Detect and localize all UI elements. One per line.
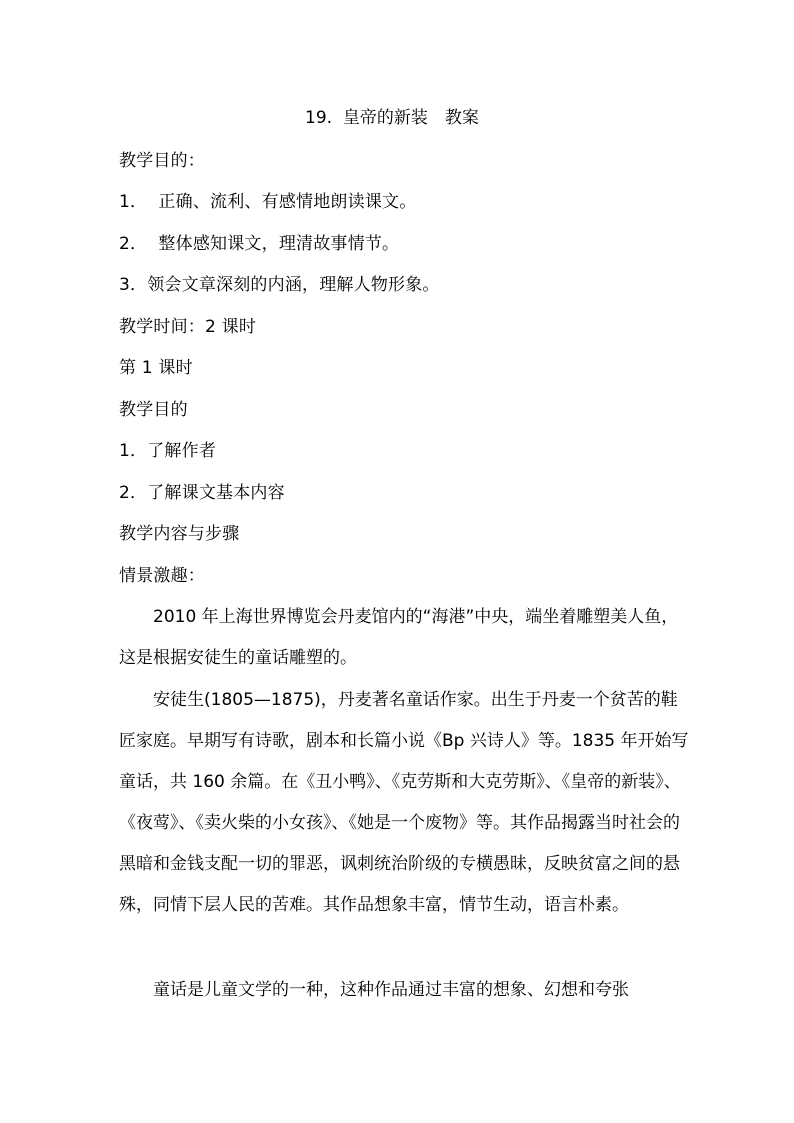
document-title: 19. 皇帝的新装 教案 <box>305 108 479 128</box>
paragraph-andersen-bio: 安徒生(1805—1875)，丹麦著名童话作家。出生于丹麦一个贫苦的鞋匠家庭。早期写有诗歌，剧本和长篇小说《Bp 兴诗人》等。1835 年开始写童话，共 160 余篇。在《丑小鸭》、《克劳斯和大克劳斯》、《皇帝的新装》、《夜莺》、《卖火柴的小女孩》、《她是一个废物》等。其作品揭露当时社会的黑暗和金钱支配一切的罪恶，讽刺统治阶级的专横愚昧，反映贫富之间的悬殊，同情下层人民的苦难。其作品想象丰富，情节生动，语言朴素。 <box>119 690 689 915</box>
objective-item-2: 2． 整体感知课文，理清故事情节。 <box>119 234 400 254</box>
teaching-objectives-heading: 教学目的： <box>119 151 205 171</box>
lesson-heading: 第 1 课时 <box>119 358 193 378</box>
lesson-objectives-heading: 教学目的 <box>119 400 188 420</box>
lesson-objective-item-2: 2．了解课文基本内容 <box>119 483 285 503</box>
content-steps-heading: 教学内容与步骤 <box>119 524 240 544</box>
scenario-heading: 情景激趣： <box>119 566 205 586</box>
paragraph-fairy-tale: 童话是儿童文学的一种，这种作品通过丰富的想象、幻想和夸张 <box>119 980 629 1000</box>
paragraph-expo: 2010 年上海世界博览会丹麦馆内的“海港”中央，端坐着雕塑美人鱼，这是根据安徒生的童话雕塑的。 <box>119 607 679 668</box>
teaching-time: 教学时间：2 课时 <box>119 317 257 337</box>
objective-item-1: 1． 正确、流利、有感情地朗读课文。 <box>119 192 417 212</box>
lesson-objective-item-1: 1．了解作者 <box>119 441 217 461</box>
objective-item-3: 3．领会文章深刻的内涵，理解人物形象。 <box>119 275 440 295</box>
